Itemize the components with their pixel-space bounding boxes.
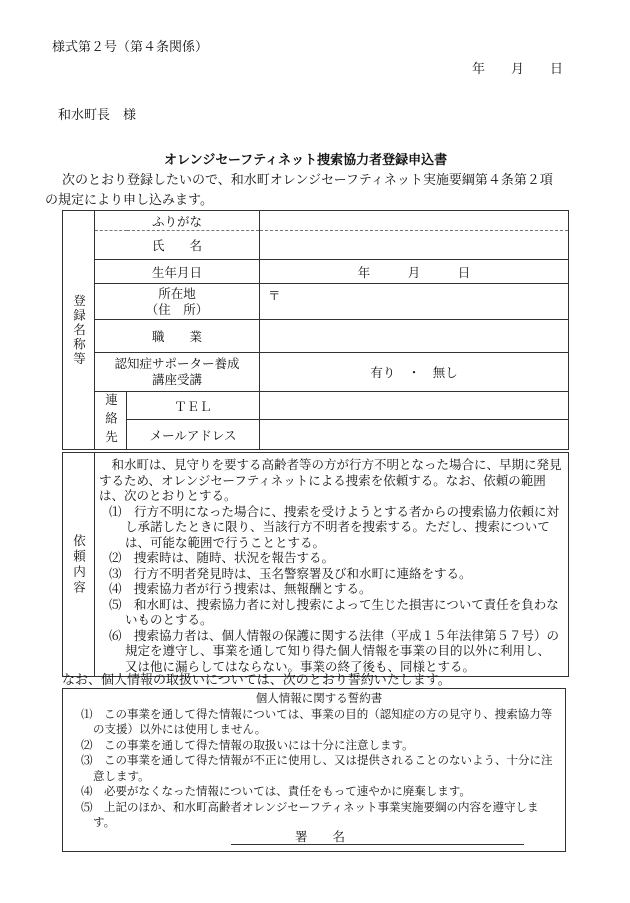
- request-content: [95, 453, 569, 677]
- contact-label-cell: [95, 392, 127, 450]
- registration-section-label: 登録名称等: [71, 293, 87, 367]
- tel-label: ＴＥＬ: [127, 392, 260, 420]
- pledge-item-1: ⑴ この事業を通して得た情報については、事業の目的（認知症の方の見守り、捜索協力等の支援）以外には使用しません。: [81, 706, 553, 736]
- name-label: 氏 名: [95, 231, 260, 260]
- request-section-label-cell: [63, 453, 95, 677]
- address-label-line1: 所在地: [158, 285, 196, 301]
- intro-line-1: 次のとおり登録したいので、和水町オレンジセーフティネット実施要綱第４条第２項: [62, 173, 553, 188]
- course-label-line2: 講座受講: [152, 372, 203, 387]
- email-label: メールアドレス: [127, 420, 260, 450]
- pledge-item-4: ⑷ 必要がなくなった情報については、責任をもって速やかに廃棄します。: [81, 784, 471, 798]
- course-field[interactable]: 有り ・ 無し: [260, 353, 569, 392]
- request-item-4: ⑷ 捜索協力者が行う捜索は、無報酬とする。: [109, 581, 372, 596]
- course-label-line1: 認知症サポーター養成: [114, 356, 240, 371]
- request-table: [62, 452, 569, 677]
- contact-label: 連絡先: [103, 392, 119, 449]
- request-intro: 和水町は、見守りを要する高齢者等の方が行方不明となった場合に、早期に発見するため、オレンジセーフティネットによる捜索を依頼する。なお、依頼の範囲は、次のとおりとする。: [99, 457, 562, 503]
- occupation-field[interactable]: [260, 320, 569, 353]
- registration-section-label-cell: [63, 211, 95, 450]
- request-item-6: ⑹ 捜索協力者は、個人情報の保護に関する法律（平成１５年法律第５７号）の規定を遵守し、事業を通して知り得た個人情報を事業の目的以外に利用し、又は他に漏らしてはならない。事業の終了後も、同様とする。: [109, 627, 560, 674]
- signature-label: 署 名: [295, 829, 346, 844]
- addressee: 和水町長 様: [58, 108, 137, 123]
- tel-field[interactable]: [260, 392, 569, 420]
- email-field[interactable]: [260, 420, 569, 450]
- pledge-item-3: ⑶ この事業を通して得た情報が不正に使用し、又は提供されることのないよう、十分に注意します。: [81, 753, 553, 783]
- request-item-3: ⑶ 行方不明者発見時は、玉名警察署及び和水町に連絡をする。: [109, 565, 472, 581]
- postal-mark: 〒: [268, 288, 281, 303]
- request-item-2: ⑵ 捜索時は、随時、状況を報告する。: [109, 550, 335, 565]
- furigana-label: ふりがな: [95, 211, 260, 231]
- name-field[interactable]: [260, 231, 569, 260]
- registration-table: [62, 210, 569, 450]
- request-item-1: ⑴ 行方不明になった場合に、捜索を受けようとする者からの捜索協力依頼に対し承諾したときに限り、当該行方不明者を捜索する。ただし、捜索については、可能な範囲で行うこととする。: [109, 503, 560, 550]
- request-item-5: ⑸ 和水町は、捜索協力者に対し捜索によって生じた損害について責任を負わないものとする。: [109, 596, 559, 627]
- address-label-line2: （住 所）: [145, 301, 209, 317]
- address-field[interactable]: [260, 284, 569, 320]
- birthdate-field[interactable]: 年 月 日: [260, 260, 569, 284]
- pledge-item-2: ⑵ この事業を通して得た情報の取扱いには十分に注意します。: [81, 737, 414, 752]
- request-section-label: 依頼内容: [71, 533, 87, 596]
- form-number: 様式第２号（第４条関係）: [52, 40, 209, 55]
- pledge-title: 個人情報に関する誓約書: [255, 691, 383, 705]
- course-label: [95, 353, 260, 392]
- furigana-field[interactable]: [260, 211, 569, 231]
- address-label: [95, 284, 260, 320]
- pledge-intro: なお、個人情報の取扱いについては、次のとおり誓約いたします。: [62, 673, 451, 688]
- date-fields: 年 月 日: [472, 62, 564, 77]
- intro-line-2: の規定により申し込みます。: [45, 193, 213, 208]
- occupation-label: 職 業: [95, 320, 260, 353]
- signature-line[interactable]: [231, 826, 524, 845]
- birthdate-label: 生年月日: [95, 260, 260, 284]
- document-title: オレンジセーフティネット捜索協力者登録申込書: [164, 153, 448, 168]
- pledge-item-5: ⑸ 上記のほか、和水町高齢者オレンジセーフティネット事業実施要綱の内容を遵守します。: [81, 799, 539, 829]
